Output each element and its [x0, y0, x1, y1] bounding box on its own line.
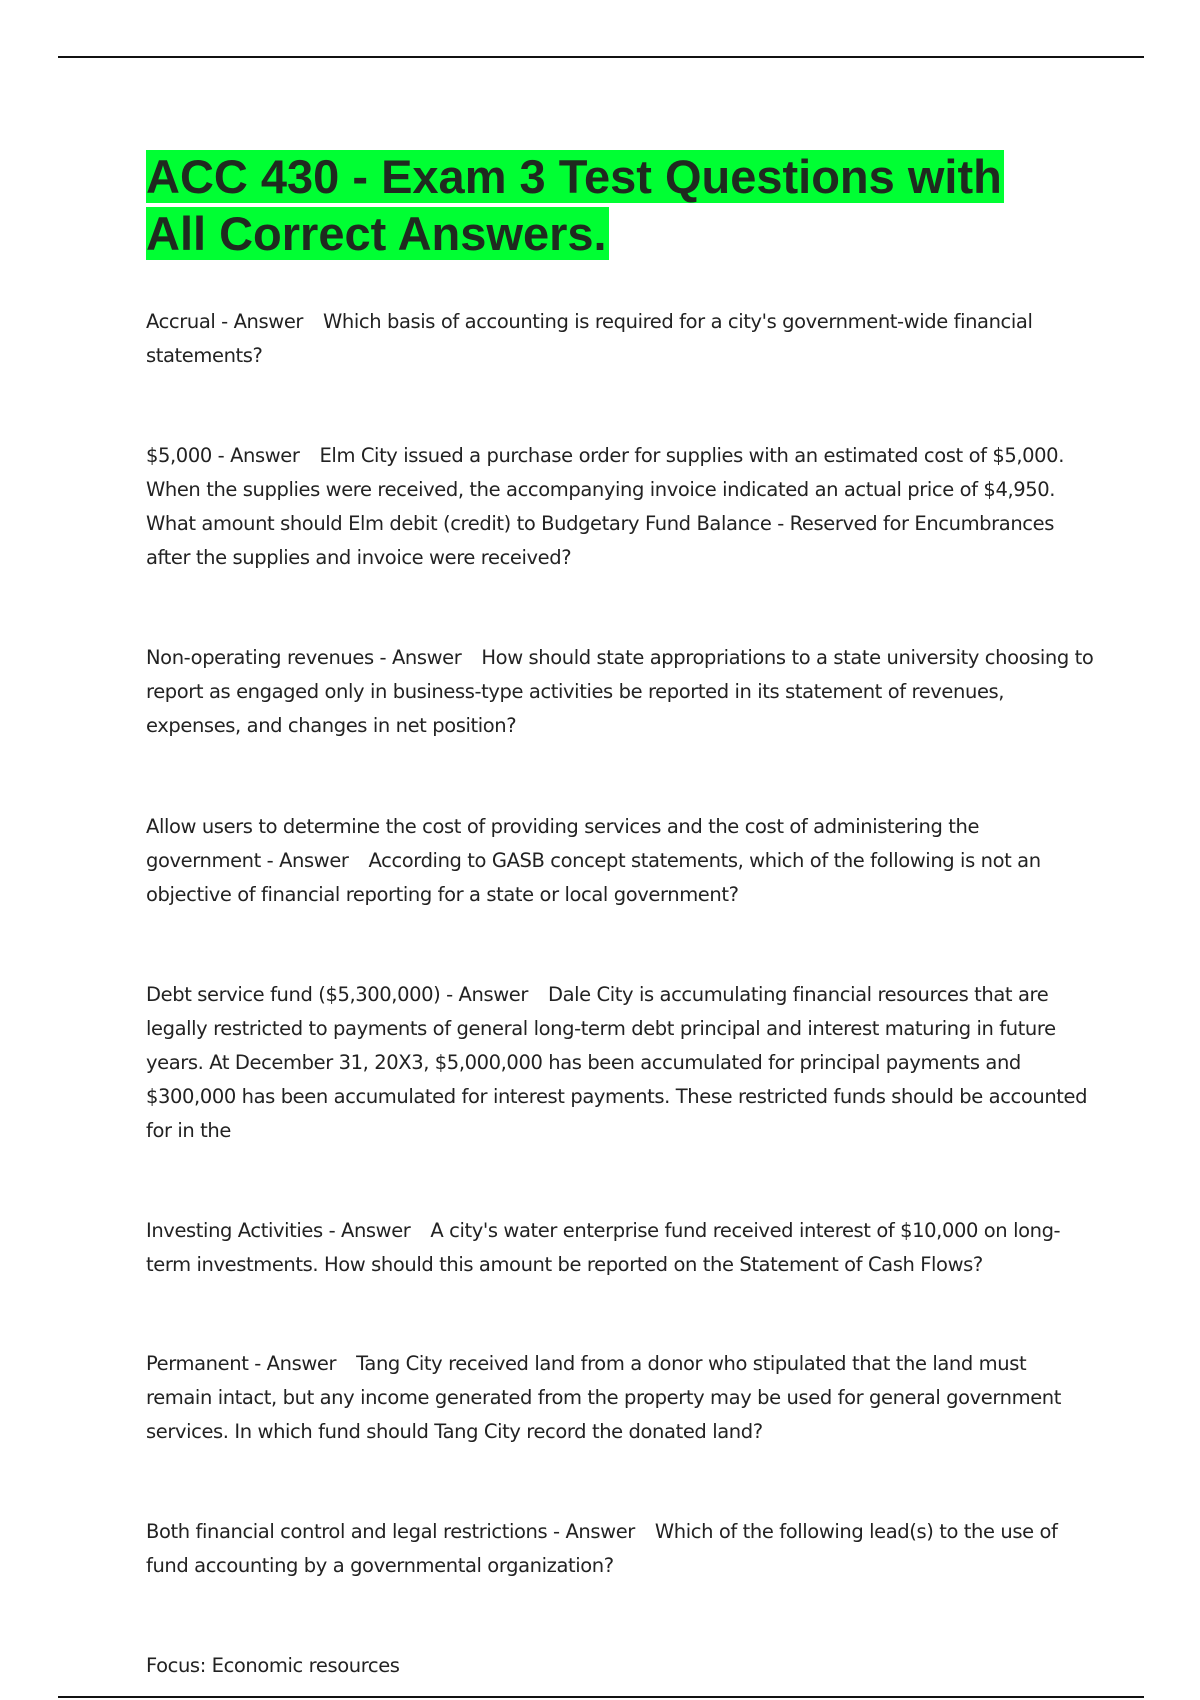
qa-answer: Both financial control and legal restrictions - Answer: [146, 1520, 635, 1543]
qa-answer: Permanent - Answer: [146, 1352, 337, 1375]
title-highlight: ACC 430 - Exam 3 Test Questions with All Correct Answers.: [146, 150, 1002, 260]
qa-question: A city's water enterprise fund received interest of $10,000 on long-term investments. How should this amount be reported on the Statement of Cash Flows?: [146, 1219, 1061, 1276]
top-divider: [58, 56, 1144, 58]
bottom-divider: [58, 1696, 1144, 1698]
qa-answer: Allow users to determine the cost of providing services and the cost of administering the government - Answer: [146, 815, 980, 872]
qa-question: According to GASB concept statements, which of the following is not an objective of financial reporting for a state or local government?: [146, 849, 1041, 906]
qa-item: [146, 439, 1096, 575]
qa-answer: Non-operating revenues - Answer: [146, 646, 462, 669]
document-title: [146, 148, 1046, 262]
qa-answer: $5,000 - Answer: [146, 444, 300, 467]
qa-item: [146, 810, 1096, 912]
qa-answer: Debt service fund ($5,300,000) - Answer: [146, 983, 528, 1006]
qa-item: [146, 641, 1096, 743]
qa-question: Which of the following lead(s) to the use of fund accounting by a governmental organization?: [146, 1520, 1058, 1577]
qa-item: [146, 1214, 1096, 1282]
qa-answer: Investing Activities - Answer: [146, 1219, 411, 1242]
qa-question: Which basis of accounting is required for a city's government-wide financial statements?: [146, 310, 1033, 367]
qa-answer: Accrual - Answer: [146, 310, 304, 333]
qa-answer: Focus: Economic resources: [146, 1654, 400, 1677]
qa-item: [146, 1515, 1096, 1583]
qa-item: [146, 305, 1096, 373]
qa-item: [146, 1649, 1096, 1683]
qa-question: How should state appropriations to a state university choosing to report as engaged only in business-type activities be reported in its statement of revenues, expenses, and changes in net position?: [146, 646, 1094, 737]
qa-item: [146, 1347, 1096, 1449]
qa-question: Elm City issued a purchase order for supplies with an estimated cost of $5,000. When the supplies were received, the accompanying invoice indicated an actual price of $4,950. What amount should Elm debit (credit) to Budgetary Fund Balance - Reserved for Encumbrances after the supplies and invoice were received?: [146, 444, 1064, 569]
qa-question: Tang City received land from a donor who stipulated that the land must remain intact, but any income generated from the property may be used for general government services. In which fund should Tang City record the donated land?: [146, 1352, 1062, 1443]
qa-question: Dale City is accumulating financial resources that are legally restricted to payments of general long-term debt principal and interest maturing in future years. At December 31, 20X3, $5,000,000 has been accumulated for principal payments and $300,000 has been accumulated for interest payments. These restricted funds should be accounted for in the: [146, 983, 1088, 1142]
qa-item: [146, 978, 1096, 1148]
